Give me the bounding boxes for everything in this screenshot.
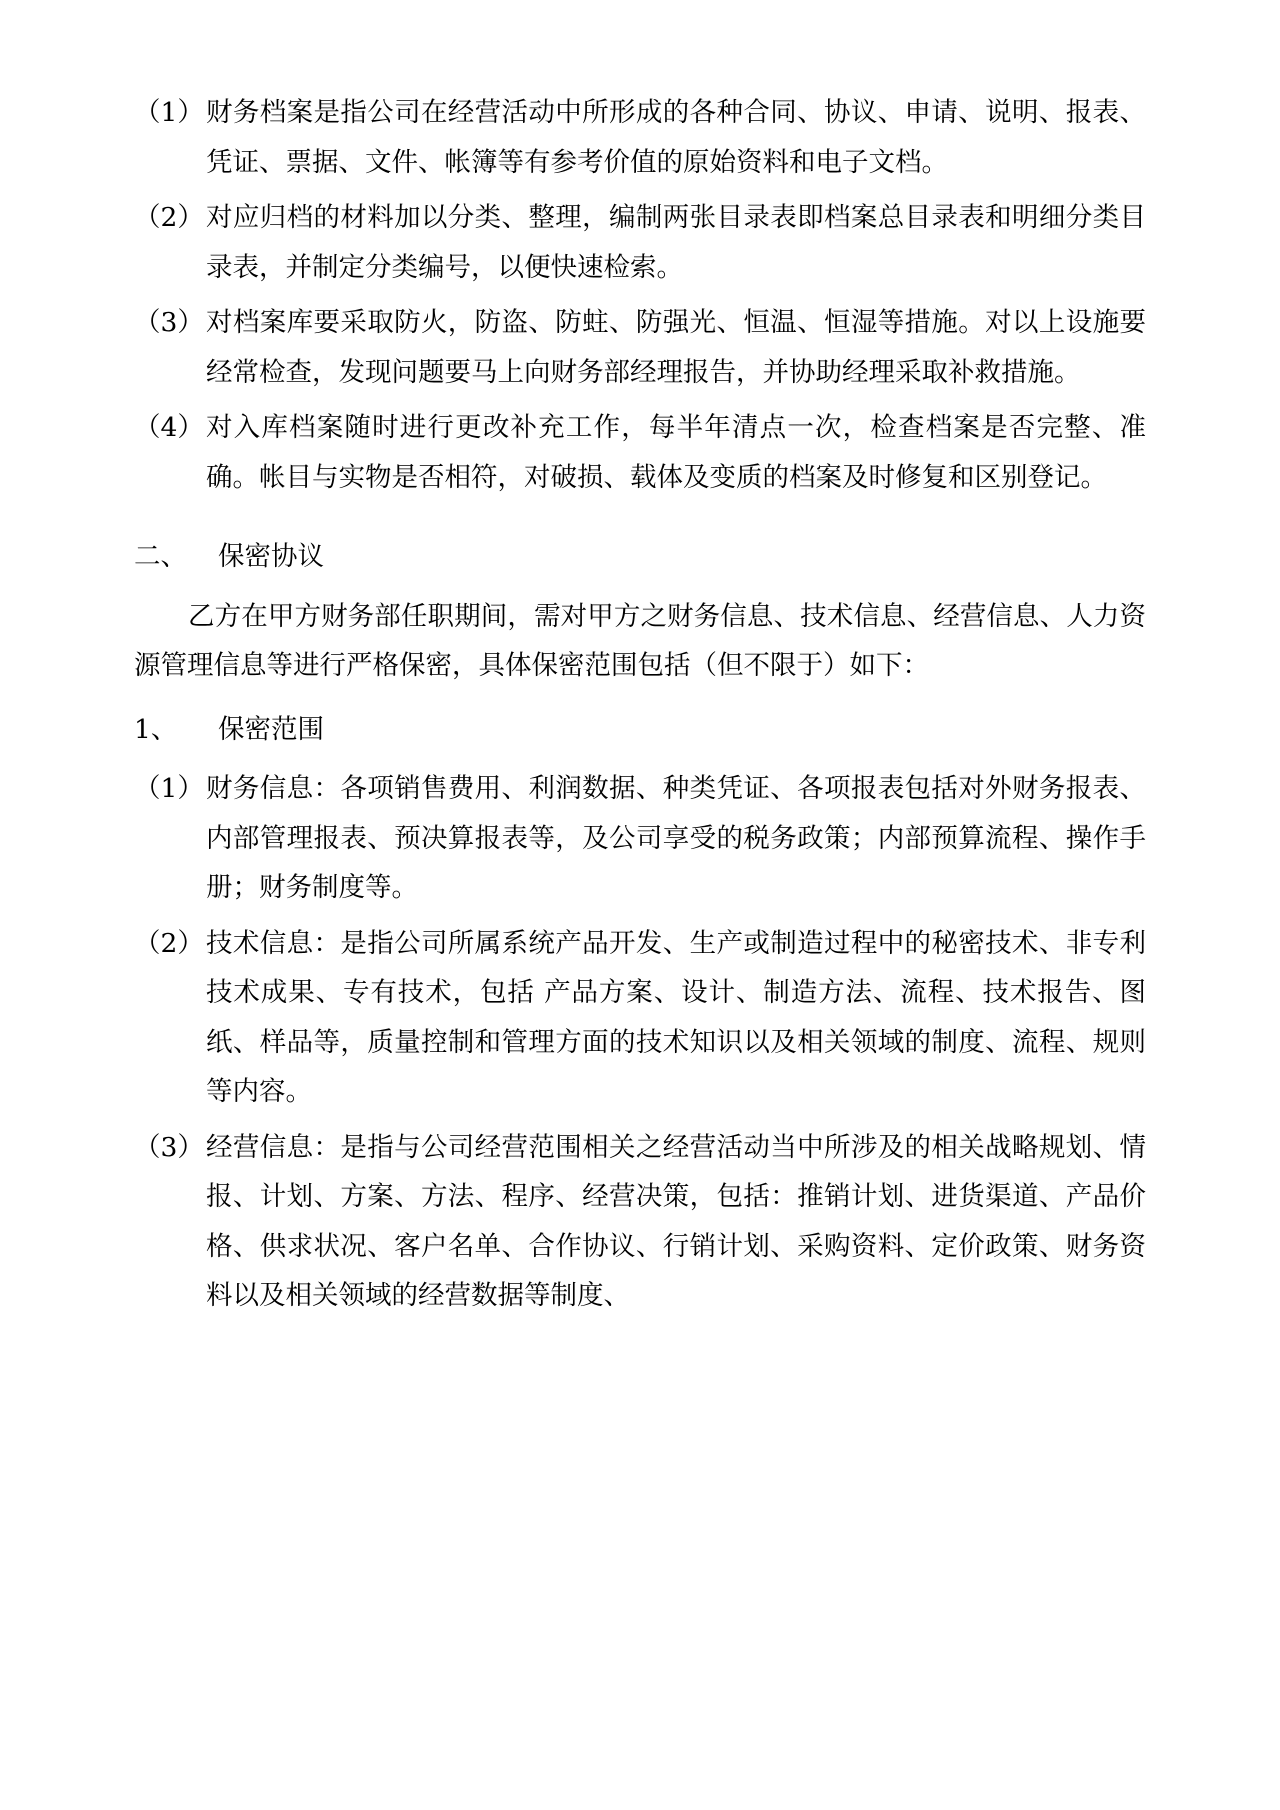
list-item bbox=[134, 193, 1146, 292]
list-item-marker: （3） bbox=[134, 1131, 204, 1163]
document-body bbox=[134, 88, 1146, 1321]
list-item-text: 财务信息：各项销售费用、利润数据、种类凭证、各项报表包括对外财务报表、内部管理报表、预决算报表等，及公司享受的税务政策；内部预算流程、操作手册；财务制度等。 bbox=[206, 773, 1146, 903]
list-item-text: 对档案库要采取防火，防盗、防蛀、防强光、恒温、恒湿等措施。对以上设施要经常检查，发现问题要马上向财务部经理报告，并协助经理采取补救措施。 bbox=[206, 307, 1146, 388]
section-intro-paragraph: 乙方在甲方财务部任职期间，需对甲方之财务信息、技术信息、经营信息、人力资源管理信息等进行严格保密，具体保密范围包括（但不限于）如下： bbox=[134, 600, 1146, 681]
list-item-marker: （1） bbox=[134, 97, 204, 128]
list-item-text: 对应归档的材料加以分类、整理，编制两张目录表即档案总目录表和明细分类目录表，并制定分类编号，以便快速检索。 bbox=[206, 202, 1146, 283]
list-item bbox=[134, 403, 1146, 502]
section-number: 二、 bbox=[134, 541, 187, 572]
list-item bbox=[134, 919, 1146, 1117]
subsection-title: 保密范围 bbox=[218, 713, 324, 745]
list-item bbox=[134, 1123, 1146, 1321]
section-title: 保密协议 bbox=[218, 541, 324, 572]
list-item-text: 财务档案是指公司在经营活动中所形成的各种合同、协议、申请、说明、报表、凭证、票据、文件、帐簿等有参考价值的原始资料和电子文档。 bbox=[206, 97, 1146, 178]
subsection-heading-scope bbox=[134, 705, 1146, 755]
list-item-text: 经营信息：是指与公司经营范围相关之经营活动当中所涉及的相关战略规划、情报、计划、方案、方法、程序、经营决策，包括：推销计划、进货渠道、产品价格、供求状况、客户名单、合作协议、行销计划、采购资料、定价政策、财务资料以及相关领域的经营数据等制度、 bbox=[206, 1131, 1146, 1311]
spacer bbox=[134, 508, 1146, 518]
list-item-marker: （2） bbox=[134, 202, 204, 233]
list-item bbox=[134, 88, 1146, 187]
list-item bbox=[134, 764, 1146, 913]
list-item-marker: （3） bbox=[134, 307, 204, 338]
list-item-marker: （4） bbox=[134, 412, 204, 443]
list-item-text: 对入库档案随时进行更改补充工作，每半年清点一次，检查档案是否完整、准确。帐目与实物是否相符，对破损、载体及变质的档案及时修复和区别登记。 bbox=[206, 412, 1146, 493]
list-item bbox=[134, 298, 1146, 397]
list-item-marker: （2） bbox=[134, 927, 204, 959]
subsection-number: 1、 bbox=[134, 713, 178, 745]
list-item-marker: （1） bbox=[134, 773, 204, 804]
section-heading-secrecy-agreement bbox=[134, 532, 1146, 582]
list-item-text: 技术信息：是指公司所属系统产品开发、生产或制造过程中的秘密技术、非专利技术成果、专有技术，包括 产品方案、设计、制造方法、流程、技术报告、图纸、样品等，质量控制和管理方面的技术知识以及相关领域的制度、流程、规则等内容。 bbox=[206, 927, 1146, 1107]
